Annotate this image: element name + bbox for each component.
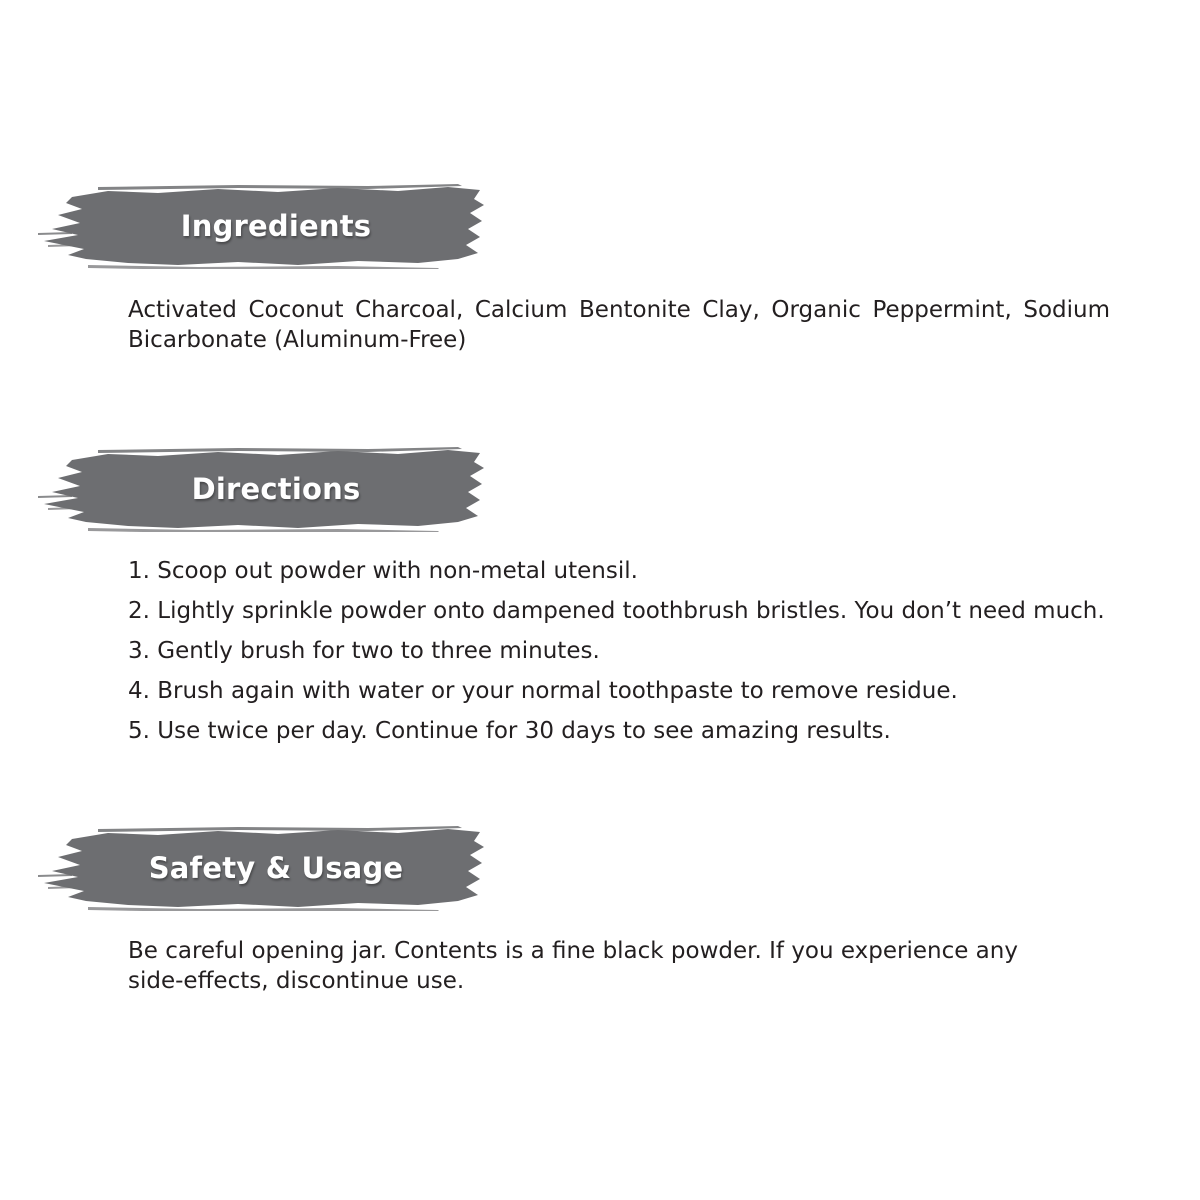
safety-title: Safety & Usage (148, 851, 404, 885)
ingredients-title: Ingredients (180, 209, 372, 243)
direction-step: 5. Use twice per day. Continue for 30 days to see amazing results. (128, 718, 891, 744)
ingredients-header (38, 183, 486, 269)
directions-title: Directions (191, 472, 361, 506)
direction-step: 3. Gently brush for two to three minutes. (128, 638, 600, 664)
direction-step: 2. Lightly sprinkle powder onto dampened toothbrush bristles. You don’t need much. (128, 598, 1105, 624)
direction-step: 4. Brush again with water or your normal toothpaste to remove residue. (128, 678, 958, 704)
safety-header (38, 825, 486, 911)
safety-text: Be careful opening jar. Contents is a fine black powder. If you experience any side-effects, discontinue use. (128, 938, 1018, 994)
directions-list (128, 556, 1178, 756)
direction-step: 1. Scoop out powder with non-metal utensil. (128, 558, 638, 584)
directions-header (38, 446, 486, 532)
ingredients-text: Activated Coconut Charcoal, Calcium Bentonite Clay, Organic Peppermint, Sodium Bicarbonate (Aluminum-Free) (128, 297, 1110, 353)
